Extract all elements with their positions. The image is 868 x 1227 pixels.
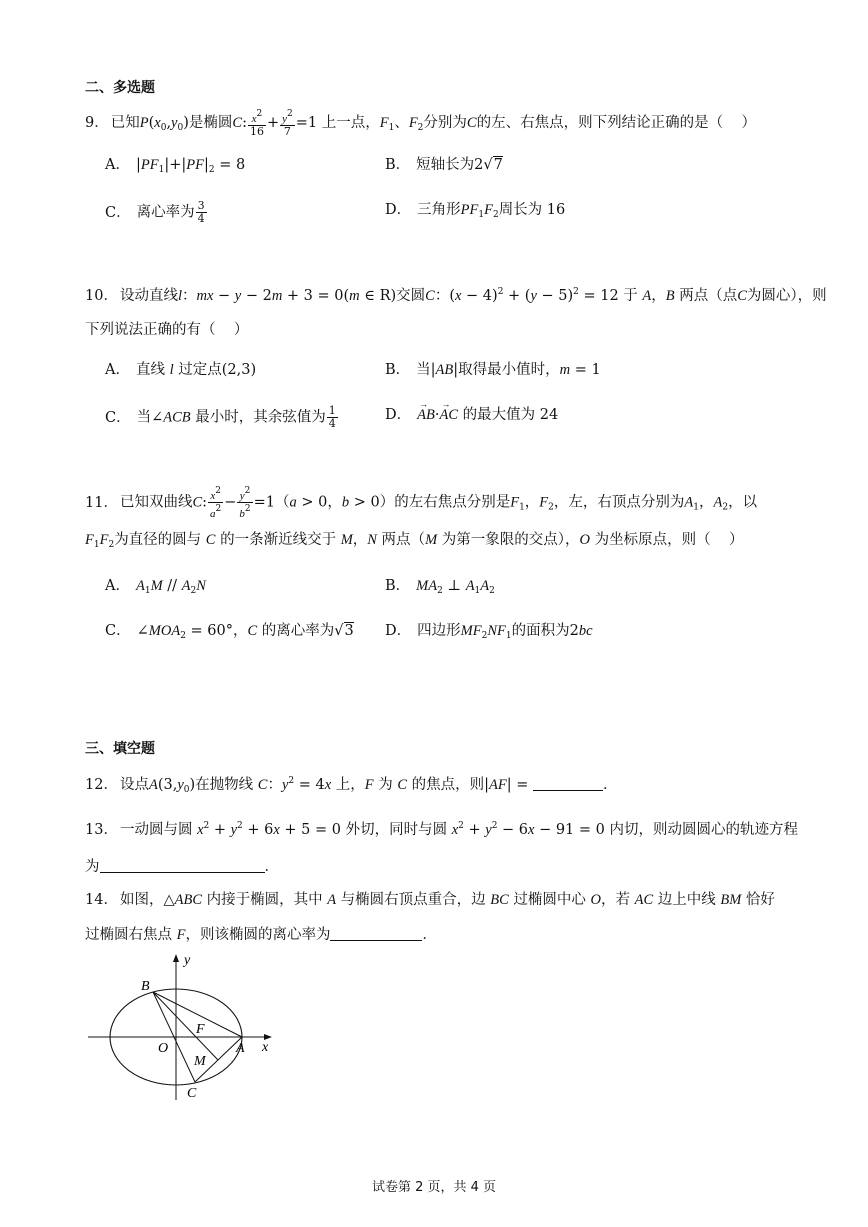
label-F: F: [196, 1022, 205, 1037]
question-10-stem-line2: 下列说法正确的有（ ）: [85, 322, 249, 338]
question-11-option-d: D． 四边形$MF_2NF_1$的面积为2bc: [385, 623, 593, 641]
answer-blank-12[interactable]: [533, 790, 603, 791]
label-C: C: [187, 1086, 197, 1101]
section-title-fill-in: 三、填空题: [85, 741, 155, 757]
label-O: O: [158, 1041, 169, 1056]
y-axis-arrow: [173, 954, 179, 962]
question-10-stem-line1: 10． 设动直线l：mx − y − 2m + 3 = 0(m ∈ R)交圆C：$(x - 4)^2 + (y - 5)^2 = 12$ 于 A，B 两点（点C为圆心），则: [85, 287, 827, 304]
question-9-option-d: D． 三角形$PF_1F_2$周长为 16: [385, 202, 566, 220]
label-M: M: [194, 1054, 206, 1069]
ellipse-figure: [80, 950, 290, 1105]
label-B: B: [141, 979, 150, 994]
question-14-line1: 14． 如图，△ABC 内接于椭圆，其中 A 与椭圆右顶点重合，边 BC 过椭圆中心 O，若 AC 边上中线 BM 恰好: [85, 892, 775, 908]
question-11-option-a: A． $A_1M // A_2N$: [105, 578, 206, 596]
question-11-option-b: B． $MA_2$ ⊥ $A_1A_2$: [385, 578, 495, 596]
question-13-line2: 为 ．: [85, 859, 279, 875]
answer-blank-14[interactable]: [330, 940, 422, 941]
question-11-stem-line1: 11． 已知双曲线C: $\frac{x^2}{a^2}$ − $\frac{y^2}{b^2}$ =1（a > 0，b > 0）的左右焦点分别是$F_1$，$F_2$，左，右顶点分别为$A_1$，$A_2$，以: [85, 486, 758, 520]
question-10-option-a: A． 直线 l 过定点(2,3): [105, 362, 257, 378]
question-10-option-b: B． 当|AB|取得最小值时，m = 1: [385, 362, 601, 378]
question-10-option-d: D．→ AB·→ AC 的最大值为 24: [385, 405, 558, 425]
question-9-option-a: A． $|PF_1|+|PF|_2 = 8$: [105, 157, 246, 175]
label-A: A: [236, 1041, 245, 1056]
question-10-option-c: C． 当∠ACB 最小时，其余弦值为 $\frac{1}{4}$: [105, 404, 336, 430]
question-9-option-b: B． 短轴长为2√7: [385, 157, 503, 173]
question-11-option-c: C． $\angle MOA_2 = 60^\circ$，C 的离心率为√3: [105, 623, 354, 641]
question-12: 12． 设点$A(3,y_0)$在抛物线 C：$y^2 = 4x$ 上，F 为 C 的焦点，则|AF| = ．: [85, 776, 618, 795]
question-11-stem-line2: $F_1F_2$为直径的圆与 C 的一条渐近线交于 M，N 两点（M 为第一象限的交点），O 为坐标原点，则（ ）: [85, 532, 744, 550]
question-9-option-c: C． 离心率为 $\frac{3}{4}$: [105, 199, 205, 225]
section-title-multiple-choice: 二、多选题: [85, 80, 155, 96]
label-x: x: [262, 1040, 269, 1055]
question-14-line2: 过椭圆右焦点 F，则该椭圆的离心率为 ．: [85, 927, 437, 943]
page-footer: 试卷第 2 页，共 4 页: [371, 1180, 497, 1195]
question-9-stem: 9． 已知$P(x_0,y_0)$是椭圆C: $\frac{x^2}{16}$ + $\frac{y^2}{7}$ =1 上一点，$F_1$、$F_2$分别为C的左、右焦点，则下列结论正确的是（ ）: [85, 109, 757, 138]
answer-blank-13[interactable]: [100, 872, 265, 873]
label-y: y: [184, 953, 191, 968]
question-13-line1: 13． 一动圆与圆 $x^2 + y^2 + 6x + 5 = 0$ 外切，同时与圆 $x^2 + y^2 - 6x - 91 = 0$ 内切，则动圆圆心的轨迹方程: [85, 821, 798, 838]
